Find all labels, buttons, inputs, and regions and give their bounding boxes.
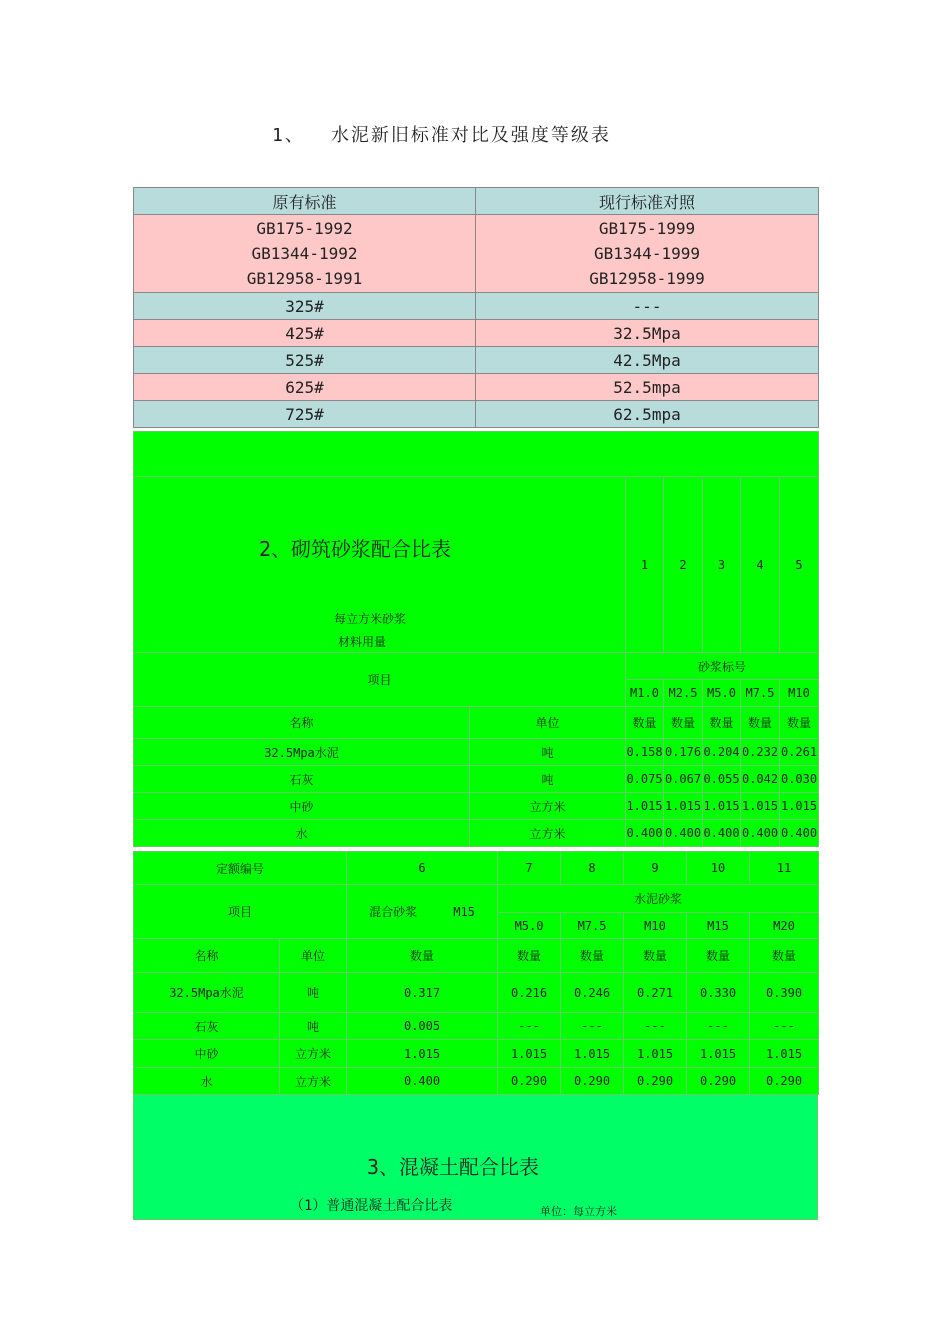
section3-block (133, 1094, 818, 1220)
table-row (134, 293, 819, 320)
grade: M5.0 (498, 913, 561, 939)
material-name: 中砂 (134, 1040, 280, 1068)
qty-value: 0.400 (741, 820, 780, 847)
section2-subtitle1: 每立方米砂浆 (334, 612, 407, 626)
grade-label: 砂浆标号 (626, 653, 819, 680)
blank-row (134, 432, 819, 477)
seq-number: 9 (624, 852, 687, 885)
qty-value: 0.330 (687, 973, 750, 1013)
seq-number: 8 (561, 852, 624, 885)
header-old-standard: 原有标准 (134, 188, 476, 215)
qty-value: 0.400 (626, 820, 664, 847)
col-qty: 数量 (561, 939, 624, 973)
seq-number: 11 (750, 852, 819, 885)
seq-number: 10 (687, 852, 750, 885)
mix-label: 混合砂浆 (369, 905, 418, 919)
new-standard: GB1344-1999 (594, 244, 700, 263)
qty-value: 0.290 (750, 1068, 819, 1095)
old-standard: GB1344-1992 (251, 244, 358, 263)
material-name: 中砂 (134, 793, 470, 820)
qty-value: 0.400 (703, 820, 741, 847)
col-qty: 数量 (750, 939, 819, 973)
grade: M10 (780, 680, 819, 707)
material-name: 水 (134, 820, 470, 847)
new-grade: --- (476, 293, 819, 320)
col-unit: 单位 (470, 707, 626, 739)
col-qty: 数量 (624, 939, 687, 973)
grade: M20 (750, 913, 819, 939)
old-grade: 425# (134, 320, 476, 347)
new-standards-cell (476, 215, 819, 293)
qty-value: 0.390 (750, 973, 819, 1013)
qty-value: 0.246 (561, 973, 624, 1013)
qty-value: 0.400 (347, 1068, 498, 1095)
qty-value: --- (624, 1013, 687, 1040)
material-unit: 吨 (280, 1013, 347, 1040)
section1-number: 1、 (272, 125, 305, 146)
section2-title: 2、砌筑砂浆配合比表 (259, 537, 452, 561)
qty-value: --- (498, 1013, 561, 1040)
table-row (134, 1013, 819, 1040)
new-grade: 32.5Mpa (476, 320, 819, 347)
qty-value: 1.015 (347, 1040, 498, 1068)
col-qty: 数量 (780, 707, 819, 739)
qty-value: 0.271 (624, 973, 687, 1013)
qty-value: 0.216 (498, 973, 561, 1013)
blank-cell (134, 432, 819, 477)
qty-value: 0.400 (664, 820, 703, 847)
seq-number: 2 (664, 477, 703, 653)
col-unit: 单位 (280, 939, 347, 973)
table-row (134, 766, 819, 793)
section3-title: 3、混凝土配合比表 (367, 1155, 540, 1179)
qty-value: 0.400 (780, 820, 819, 847)
grade: M15 (687, 913, 750, 939)
new-grade: 42.5Mpa (476, 347, 819, 374)
qty-value: 0.290 (498, 1068, 561, 1095)
qty-value: 0.005 (347, 1013, 498, 1040)
seq-number: 7 (498, 852, 561, 885)
title-row (134, 477, 819, 653)
grade-label-row (134, 653, 819, 680)
col-qty: 数量 (703, 707, 741, 739)
qty-value: 0.290 (687, 1068, 750, 1095)
seq-number: 6 (347, 852, 498, 885)
masonry-mortar-table (133, 431, 819, 847)
qty-value: 1.015 (741, 793, 780, 820)
table-row (134, 347, 819, 374)
qty-value: 0.158 (626, 739, 664, 766)
qty-value: 0.290 (561, 1068, 624, 1095)
material-unit: 吨 (470, 739, 626, 766)
grade: M2.5 (664, 680, 703, 707)
col-qty: 数量 (626, 707, 664, 739)
material-name: 32.5Mpa水泥 (134, 739, 470, 766)
cement-mortar-label: 水泥砂浆 (498, 885, 819, 913)
qty-value: --- (687, 1013, 750, 1040)
table-row (134, 215, 819, 293)
new-standard: GB12958-1999 (589, 269, 705, 288)
mortar-table-continued (133, 851, 819, 1095)
grade: M7.5 (561, 913, 624, 939)
seq-number: 1 (626, 477, 664, 653)
qty-value: 0.042 (741, 766, 780, 793)
material-unit: 立方米 (470, 793, 626, 820)
seq-label: 定额编号 (134, 852, 347, 885)
table-row (134, 973, 819, 1013)
col-qty: 数量 (687, 939, 750, 973)
table-row (134, 320, 819, 347)
section2-title-cell (134, 477, 626, 653)
grade-label-row (134, 885, 819, 913)
table-row (134, 793, 819, 820)
col-name: 名称 (134, 939, 280, 973)
material-unit: 吨 (470, 766, 626, 793)
column-header-row (134, 939, 819, 973)
col-qty: 数量 (741, 707, 780, 739)
qty-value: 1.015 (780, 793, 819, 820)
col-qty: 数量 (347, 939, 498, 973)
table-row (134, 1040, 819, 1068)
qty-value: 1.015 (498, 1040, 561, 1068)
table-row (134, 1068, 819, 1095)
qty-value: 0.055 (703, 766, 741, 793)
old-grade: 725# (134, 401, 476, 428)
seq-number: 4 (741, 477, 780, 653)
col-qty: 数量 (498, 939, 561, 973)
material-unit: 吨 (280, 973, 347, 1013)
material-name: 石灰 (134, 1013, 280, 1040)
qty-value: 1.015 (624, 1040, 687, 1068)
qty-value: 0.176 (664, 739, 703, 766)
new-grade: 62.5mpa (476, 401, 819, 428)
table-row (134, 820, 819, 847)
col-name: 名称 (134, 707, 470, 739)
qty-value: 1.015 (750, 1040, 819, 1068)
qty-value: 1.015 (561, 1040, 624, 1068)
qty-value: --- (750, 1013, 819, 1040)
seq-number: 3 (703, 477, 741, 653)
table-row (134, 374, 819, 401)
qty-value: 0.317 (347, 973, 498, 1013)
grade: M1.0 (626, 680, 664, 707)
old-grade: 325# (134, 293, 476, 320)
new-standard: GB175-1999 (598, 219, 696, 238)
table-header-row (134, 188, 819, 215)
cement-standard-table (133, 187, 819, 428)
seq-number: 5 (780, 477, 819, 653)
qty-value: 1.015 (703, 793, 741, 820)
qty-value: 0.232 (741, 739, 780, 766)
qty-value: 0.030 (780, 766, 819, 793)
old-standards-cell (134, 215, 476, 293)
qty-value: 1.015 (626, 793, 664, 820)
material-name: 水 (134, 1068, 280, 1095)
qty-value: --- (561, 1013, 624, 1040)
section1-heading (272, 121, 611, 147)
table-row (134, 401, 819, 428)
old-grade: 625# (134, 374, 476, 401)
qty-value: 0.290 (624, 1068, 687, 1095)
qty-value: 0.204 (703, 739, 741, 766)
col-qty: 数量 (664, 707, 703, 739)
seq-row (134, 852, 819, 885)
item-label: 项目 (134, 885, 347, 939)
grade: M10 (624, 913, 687, 939)
material-unit: 立方米 (280, 1040, 347, 1068)
header-new-standard: 现行标准对照 (476, 188, 819, 215)
old-standard: GB175-1992 (256, 219, 353, 238)
qty-value: 0.075 (626, 766, 664, 793)
new-grade: 52.5mpa (476, 374, 819, 401)
qty-value: 0.261 (780, 739, 819, 766)
old-grade: 525# (134, 347, 476, 374)
old-standard: GB12958-1991 (246, 269, 363, 288)
qty-value: 1.015 (687, 1040, 750, 1068)
item-label: 项目 (134, 653, 626, 707)
material-unit: 立方米 (470, 820, 626, 847)
mix-grade: M15 (453, 905, 475, 919)
section3-subtitle: （1）普通混凝土配合比表 (290, 1198, 453, 1214)
grade: M7.5 (741, 680, 780, 707)
section3-unit-note: 单位：每立方米 (540, 1205, 617, 1218)
section1-title: 水泥新旧标准对比及强度等级表 (330, 125, 611, 146)
table-row (134, 739, 819, 766)
qty-value: 1.015 (664, 793, 703, 820)
qty-value: 0.067 (664, 766, 703, 793)
mix-mortar-cell (347, 885, 498, 939)
column-header-row (134, 707, 819, 739)
material-name: 32.5Mpa水泥 (134, 973, 280, 1013)
grade: M5.0 (703, 680, 741, 707)
section2-subtitle2: 材料用量 (338, 635, 387, 649)
material-name: 石灰 (134, 766, 470, 793)
material-unit: 立方米 (280, 1068, 347, 1095)
